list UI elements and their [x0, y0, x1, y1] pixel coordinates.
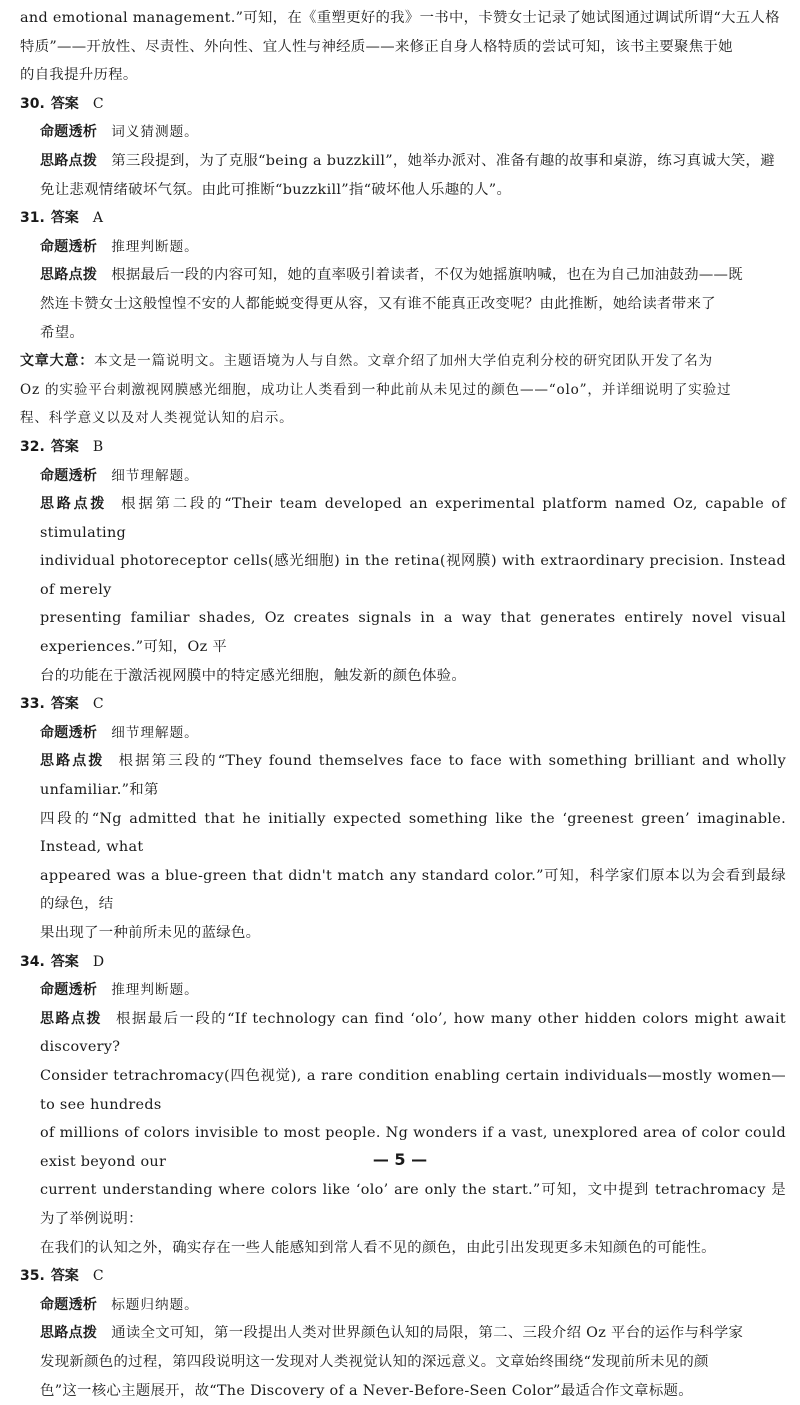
question-33-analysis: 命题透析 细节理解题。	[20, 719, 786, 748]
article-summary: 文章大意：本文是一篇说明文。主题语境为人与自然。文章介绍了加州大学伯克利分校的研究团队开发了名为	[20, 347, 786, 376]
question-32-answer: 32. 答案 B	[20, 433, 786, 462]
question-33-hint-cont: 四段的“Ng admitted that he initially expected something like the ‘greenest green’ imaginable. Instead, what	[20, 805, 786, 862]
page-content	[20, 4, 786, 1405]
question-34-hint-cont: of millions of colors invisible to most people. Ng wonders if a vast, unexplored area of color could exist beyond our	[20, 1119, 786, 1176]
question-35-analysis: 命题透析 标题归纳题。	[20, 1291, 786, 1320]
intro-line: 特质”——开放性、尽责性、外向性、宜人性与神经质——来修正自身人格特质的尝试可知，该书主要聚焦于她	[20, 33, 786, 62]
question-32-hint-cont: 台的功能在于激活视网膜中的特定感光细胞，触发新的颜色体验。	[20, 662, 786, 691]
question-31-answer: 31. 答案 A	[20, 204, 786, 233]
question-35-answer: 35. 答案 C	[20, 1262, 786, 1291]
question-35-hint: 思路点拨 通读全文可知，第一段提出人类对世界颜色认知的局限，第二、三段介绍 Oz 平台的运作与科学家	[20, 1319, 786, 1348]
article-summary-cont: Oz 的实验平台刺激视网膜感光细胞，成功让人类看到一种此前从未见过的颜色——“olo”，并详细说明了实验过	[20, 376, 786, 405]
question-30-answer: 30. 答案 C	[20, 90, 786, 119]
question-31-hint-cont: 然连卡赞女士这般惶惶不安的人都能蜕变得更从容，又有谁不能真正改变呢？由此推断，她给读者带来了	[20, 290, 786, 319]
question-30-hint: 思路点拨 第三段提到，为了克服“being a buzzkill”，她举办派对、准备有趣的故事和桌游，练习真诚大笑，避	[20, 147, 786, 176]
question-32-hint-cont: presenting familiar shades, Oz creates signals in a way that generates entirely novel visual experiences.”可知，Oz 平	[20, 604, 786, 661]
question-32-analysis: 命题透析 细节理解题。	[20, 462, 786, 491]
question-33-hint: 思路点拨 根据第三段的“They found themselves face to face with something brilliant and wholly unfamiliar.”和第	[20, 747, 786, 804]
question-31-analysis: 命题透析 推理判断题。	[20, 233, 786, 262]
page-number: — 5 —	[0, 1146, 800, 1175]
question-34-analysis: 命题透析 推理判断题。	[20, 976, 786, 1005]
question-33-hint-cont: 果出现了一种前所未见的蓝绿色。	[20, 919, 786, 948]
question-30-hint-cont: 免让悲观情绪破坏气氛。由此可推断“buzzkill”指“破坏他人乐趣的人”。	[20, 176, 786, 205]
question-32-hint-cont: individual photoreceptor cells(感光细胞) in the retina(视网膜) with extraordinary precision. Instead of merely	[20, 547, 786, 604]
article-summary-cont: 程、科学意义以及对人类视觉认知的启示。	[20, 404, 786, 433]
question-31-hint-cont: 希望。	[20, 319, 786, 348]
question-32-hint: 思路点拨 根据第二段的“Their team developed an experimental platform named Oz, capable of stimulating	[20, 490, 786, 547]
question-33-hint-cont: appeared was a blue-green that didn't match any standard color.”可知，科学家们原本以为会看到最绿的绿色，结	[20, 862, 786, 919]
question-35-hint-cont: 发现新颜色的过程，第四段说明这一发现对人类视觉认知的深远意义。文章始终围绕“发现前所未见的颜	[20, 1348, 786, 1377]
question-34-hint-cont: Consider tetrachromacy(四色视觉), a rare condition enabling certain individuals—mostly women—to see hundreds	[20, 1062, 786, 1119]
intro-line: and emotional management.”可知，在《重塑更好的我》一书中，卡赞女士记录了她试图通过调试所谓“大五人格	[20, 4, 786, 33]
intro-line: 的自我提升历程。	[20, 61, 786, 90]
question-34-hint-cont: current understanding where colors like ‘olo’ are only the start.”可知，文中提到 tetrachromacy 是为了举例说明：	[20, 1176, 786, 1233]
question-34-hint-cont: 在我们的认知之外，确实存在一些人能感知到常人看不见的颜色，由此引出发现更多未知颜色的可能性。	[20, 1234, 786, 1263]
question-31-hint: 思路点拨 根据最后一段的内容可知，她的直率吸引着读者，不仅为她摇旗呐喊，也在为自己加油鼓劲——既	[20, 261, 786, 290]
question-30-analysis: 命题透析 词义猜测题。	[20, 118, 786, 147]
question-33-answer: 33. 答案 C	[20, 690, 786, 719]
question-34-hint: 思路点拨 根据最后一段的“If technology can find ‘olo’, how many other hidden colors might await discovery?	[20, 1005, 786, 1062]
question-34-answer: 34. 答案 D	[20, 948, 786, 977]
question-35-hint-cont: 色”这一核心主题展开，故“The Discovery of a Never-Before-Seen Color”最适合作文章标题。	[20, 1377, 786, 1405]
